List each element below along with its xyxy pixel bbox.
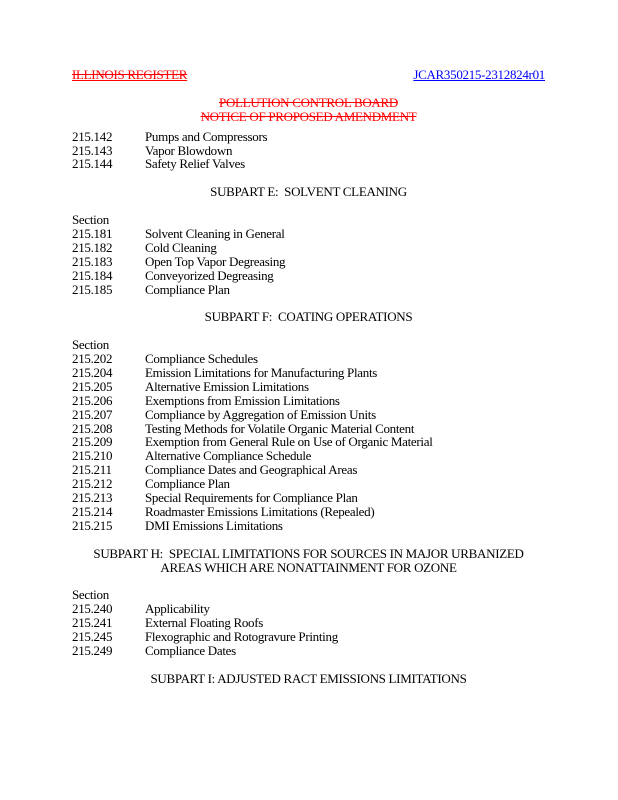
toc-row	[72, 366, 545, 380]
section-title: Vapor Blowdown	[145, 142, 233, 158]
blank-line	[72, 324, 545, 338]
blank-line	[72, 199, 545, 213]
section-label: Section	[72, 587, 109, 603]
section-number: 215.143	[72, 142, 113, 158]
section-list-subpart-f	[72, 352, 545, 533]
section-title: Open Top Vapor Degreasing	[145, 253, 286, 269]
section-title: Compliance Plan	[145, 281, 230, 297]
section-number: 215.209	[72, 434, 113, 450]
toc-row	[72, 644, 545, 658]
section-title: Flexographic and Rotogravure Printing	[145, 629, 338, 645]
section-number: 215.184	[72, 267, 113, 283]
toc-row	[72, 602, 545, 616]
toc-row	[72, 144, 545, 158]
toc-row	[72, 630, 545, 644]
page-header	[72, 68, 545, 82]
section-title: Alternative Compliance Schedule	[145, 448, 312, 464]
blank-line	[72, 296, 545, 310]
toc-row	[72, 463, 545, 477]
section-title: Pumps and Compressors	[145, 128, 268, 144]
section-title: Emission Limitations for Manufacturing Plants	[145, 364, 378, 380]
toc-row	[72, 408, 545, 422]
subpart-h-heading-line1: SUBPART H: SPECIAL LIMITATIONS FOR SOURCES IN MAJOR URBANIZED	[93, 545, 524, 561]
section-title: Compliance Dates and Geographical Areas	[145, 462, 358, 478]
section-title: Compliance Schedules	[145, 351, 258, 367]
section-number: 215.249	[72, 643, 113, 659]
section-title: Applicability	[145, 601, 210, 617]
toc-row	[72, 505, 545, 519]
blank-line	[72, 82, 545, 96]
section-number: 215.181	[72, 225, 113, 241]
section-number: 215.241	[72, 615, 113, 631]
toc-row	[72, 241, 545, 255]
section-title: Conveyorized Degreasing	[145, 267, 274, 283]
section-title: Testing Methods for Volatile Organic Material Content	[145, 420, 415, 436]
subpart-f-heading: SUBPART F: COATING OPERATIONS	[204, 309, 413, 325]
notice-title: NOTICE OF PROPOSED AMENDMENT	[200, 108, 417, 124]
section-label: Section	[72, 212, 109, 228]
toc-row	[72, 616, 545, 630]
section-number: 215.206	[72, 392, 113, 408]
section-number: 215.144	[72, 156, 113, 172]
toc-row	[72, 422, 545, 436]
toc-row	[72, 352, 545, 366]
section-number: 215.212	[72, 476, 113, 492]
section-number: 215.142	[72, 128, 113, 144]
section-number: 215.213	[72, 490, 113, 506]
toc-row	[72, 269, 545, 283]
section-title: Compliance by Aggregation of Emission Units	[145, 406, 376, 422]
section-title: Solvent Cleaning in General	[145, 225, 285, 241]
section-number: 215.215	[72, 517, 113, 533]
jcar-document-link[interactable]: JCAR350215-2312824r01	[413, 67, 545, 82]
toc-row	[72, 449, 545, 463]
toc-row	[72, 435, 545, 449]
toc-row	[72, 519, 545, 533]
section-number: 215.208	[72, 420, 113, 436]
section-title: DMI Emissions Limitations	[145, 517, 283, 533]
toc-row	[72, 255, 545, 269]
toc-row	[72, 477, 545, 491]
section-title: Alternative Emission Limitations	[145, 378, 309, 394]
section-number: 215.182	[72, 239, 113, 255]
section-title: Exemptions from Emission Limitations	[145, 392, 340, 408]
section-title: External Floating Roofs	[145, 615, 264, 631]
section-number: 215.207	[72, 406, 113, 422]
section-title: Special Requirements for Compliance Plan	[145, 490, 358, 506]
section-number: 215.240	[72, 601, 113, 617]
section-list-subpart-e	[72, 227, 545, 297]
section-list-intro	[72, 130, 545, 172]
toc-row	[72, 157, 545, 171]
board-title: POLLUTION CONTROL BOARD	[219, 94, 398, 110]
section-number: 215.210	[72, 448, 113, 464]
toc-row	[72, 380, 545, 394]
toc-row	[72, 130, 545, 144]
section-title: Compliance Plan	[145, 476, 230, 492]
section-number: 215.204	[72, 364, 113, 380]
subpart-h-heading-line2: AREAS WHICH ARE NONATTAINMENT FOR OZONE	[160, 559, 457, 575]
blank-line	[72, 533, 545, 547]
toc-row	[72, 227, 545, 241]
section-title: Cold Cleaning	[145, 239, 217, 255]
section-title: Roadmaster Emissions Limitations (Repealed)	[145, 504, 375, 520]
toc-row	[72, 491, 545, 505]
section-title: Exemption from General Rule on Use of Organic Material	[145, 434, 433, 450]
section-title: Compliance Dates	[145, 643, 236, 659]
section-title: Safety Relief Valves	[145, 156, 245, 172]
section-number: 215.202	[72, 351, 113, 367]
toc-row	[72, 394, 545, 408]
toc-row	[72, 283, 545, 297]
section-label: Section	[72, 337, 109, 353]
section-number: 215.183	[72, 253, 113, 269]
section-number: 215.185	[72, 281, 113, 297]
blank-line	[72, 575, 545, 589]
section-number: 215.205	[72, 378, 113, 394]
section-number: 215.214	[72, 504, 113, 520]
subpart-i-heading: SUBPART I: ADJUSTED RACT EMISSIONS LIMITATIONS	[150, 670, 467, 686]
blank-line	[72, 171, 545, 185]
register-title: ILLINOIS REGISTER	[72, 67, 188, 82]
section-number: 215.245	[72, 629, 113, 645]
section-number: 215.211	[72, 462, 112, 478]
subpart-e-heading: SUBPART E: SOLVENT CLEANING	[210, 184, 407, 200]
blank-line	[72, 658, 545, 672]
section-list-subpart-h	[72, 602, 545, 658]
